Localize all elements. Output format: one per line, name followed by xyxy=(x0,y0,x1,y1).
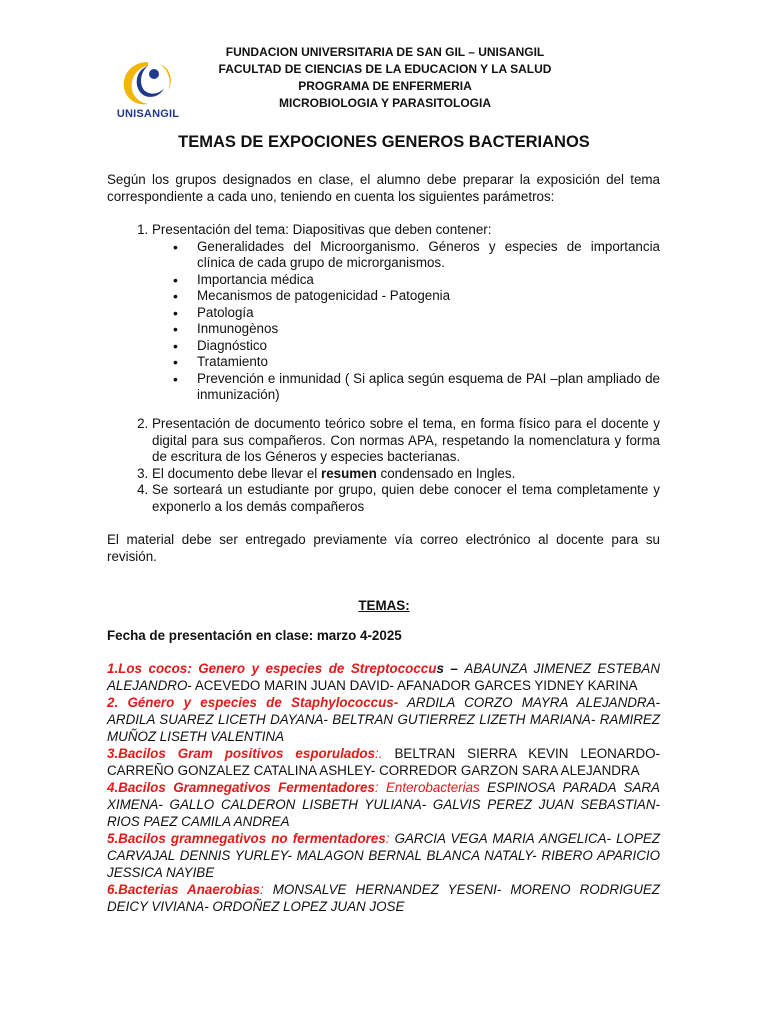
topic-3 xyxy=(107,745,660,779)
topic-1-names-plain: - ACEVEDO MARIN JUAN DAVID- AFANADOR GARCES YIDNEY KARINA xyxy=(187,678,638,693)
intro-paragraph: Según los grupos designados en clase, el alumno debe preparar la exposición del tema correspondiente a cada uno, teniendo en cuenta los siguientes parámetros: xyxy=(107,172,660,204)
topic-5-names: GARCIA VEGA MARIA ANGELICA- LOPEZ CARVAJAL DENNIS YURLEY- MALAGON BERNAL BLANCA NATALY- RIBERO APARICIO JESSICA NAYIBE xyxy=(107,831,661,880)
list-item-3 xyxy=(152,466,660,483)
list-item-3-text-end: condensado en Ingles. xyxy=(376,465,516,481)
topic-1 xyxy=(107,660,660,694)
topic-1-title-end: s xyxy=(436,661,444,676)
list-item-1-text: Presentación del tema: Diapositivas que deben contener: xyxy=(152,222,492,237)
topic-1-dash: – xyxy=(443,661,465,676)
topic-2-names: ARDILA CORZO MAYRA ALEJANDRA- ARDILA SUAREZ LICETH DAYANA- BELTRAN GUTIERREZ LIZETH MARIANA- RAMIREZ MUÑOZ LISETH VALENTINA xyxy=(107,695,660,744)
parameters-list-continued xyxy=(107,416,660,515)
topic-4-title: 4.Bacilos Gramnegativos Fermentadores xyxy=(107,780,375,795)
topic-4-names: ESPINOSA PARADA SARA XIMENA- GALLO CALDERON LISBETH YULIANA- GALVIS PEREZ JUAN SEBASTIAN- RIOS PAEZ CAMILA ANDREA xyxy=(107,780,660,829)
topic-5-title: 5.Bacilos gramnegativos no fermentadores xyxy=(107,831,386,846)
bullet-item: • Generalidades del Microorganismo. Géneros y especies de importancia clínica de cada grupo de microrganismos. xyxy=(197,239,660,272)
document-title: TEMAS DE EXPOCIONES GENEROS BACTERIANOS xyxy=(178,133,590,151)
presentation-date: Fecha de presentación en clase: marzo 4-2025 xyxy=(107,628,402,643)
topic-6 xyxy=(107,881,660,915)
content-bullets xyxy=(152,239,660,404)
institution-header xyxy=(180,44,590,112)
unisangil-logo xyxy=(104,58,192,124)
header-line-4: MICROBIOLOGIA Y PARASITOLOGIA xyxy=(278,96,491,110)
topic-3-names: BELTRAN SIERRA KEVIN LEONARDO- CARREÑO GONZALEZ CATALINA ASHLEY- CORREDOR GARZON SARA ALEJANDRA xyxy=(107,746,660,778)
topic-4 xyxy=(107,779,660,830)
topic-6-sep: : xyxy=(259,882,264,897)
bullet-item: • Patología xyxy=(197,305,660,322)
bullet-item: • Importancia médica xyxy=(197,272,660,289)
logo-emblem-icon xyxy=(114,58,182,110)
topic-4-sep: : xyxy=(374,780,386,795)
parameters-list xyxy=(107,222,660,404)
topic-3-title-end: :. xyxy=(375,746,383,761)
topic-2 xyxy=(107,694,660,745)
header-line-1: FUNDACION UNIVERSITARIA DE SAN GIL – UNISANGIL xyxy=(225,45,545,59)
topics-list xyxy=(107,660,660,915)
header-line-2: FACULTAD DE CIENCIAS DE LA EDUCACION Y LA SALUD xyxy=(218,62,552,76)
topic-1-names: ABAUNZA JIMENEZ ESTEBAN ALEJANDRO xyxy=(107,661,661,693)
bullet-item: • Prevención e inmunidad ( Si aplica según esquema de PAI –plan ampliado de inmunización) xyxy=(197,371,660,404)
topic-5-sep: : xyxy=(385,831,390,846)
header-line-3: PROGRAMA DE ENFERMERIA xyxy=(298,79,472,93)
list-item-2: 2. Presentación de documento teórico sobre el tema, en forma físico para el docente y digital para sus compañeros. Con normas APA, respetando la nomenclatura y forma de escritura de los Géneros y especies bacterianas. xyxy=(152,416,660,466)
topic-6-title: 6.Bacterias Anaerobias xyxy=(107,882,260,897)
topic-3-title: 3.Bacilos Gram positivos esporulados xyxy=(107,746,376,761)
list-item-4: 4. Se sorteará un estudiante por grupo, quien debe conocer el tema completamente y exponerlo a los demás compañeros xyxy=(152,482,660,515)
bullet-item: • Inmunogènos xyxy=(197,321,660,338)
list-item-1 xyxy=(152,222,660,404)
resumen-bold: resumen xyxy=(320,465,377,481)
logo-text: UNISANGIL xyxy=(116,108,180,120)
topic-2-title: 2. Género y especies de Staphylococcus- xyxy=(107,695,399,710)
bullet-item: • Tratamiento xyxy=(197,354,660,371)
topic-4-subtitle: Enterobacterias xyxy=(385,780,480,795)
temas-heading: TEMAS: xyxy=(358,598,410,613)
topic-6-names: MONSALVE HERNANDEZ YESENI- MORENO RODRIGUEZ DEICY VIVIANA- ORDOÑEZ LOPEZ JUAN JOSE xyxy=(107,882,660,914)
topic-5 xyxy=(107,830,660,881)
bullet-item: • Diagnóstico xyxy=(197,338,660,355)
bullet-item: • Mecanismos de patogenicidad - Patogenia xyxy=(197,288,660,305)
material-paragraph: El material debe ser entregado previamente vía correo electrónico al docente para su revisión. xyxy=(107,532,660,564)
list-item-3-text: El documento debe llevar el xyxy=(152,465,321,481)
topic-1-title: 1.Los cocos: Genero y especies de Streptococcu xyxy=(107,661,437,676)
